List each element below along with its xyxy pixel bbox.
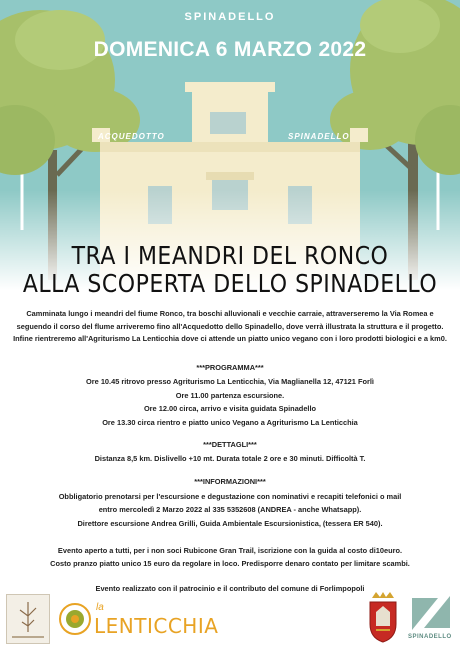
event-date-title: DOMENICA 6 MARZO 2022 bbox=[93, 38, 367, 61]
building-sign-left: ACQUEDOTTO bbox=[98, 132, 165, 141]
evento-line-2: Costo pranzo piatto unico 15 euro da regolare in loco. Predisporre denaro contato per limitare scambi. bbox=[50, 559, 410, 568]
lenticchia-emblem-icon bbox=[58, 602, 92, 636]
informazioni-title: ***INFORMAZIONI*** bbox=[194, 477, 266, 486]
programma-item: Ore 13.30 circa rientro e piatto unico Vegano a Agriturismo La Lenticchia bbox=[102, 418, 358, 427]
brand-spinadello: SPINADELLO bbox=[184, 11, 276, 23]
programma-item: Ore 12.00 circa, arrivo e visita guidata Spinadello bbox=[143, 404, 317, 413]
spinadello-logo-text: SPINADELLO bbox=[408, 634, 452, 640]
intro-paragraph bbox=[6, 308, 454, 346]
building-sign-right: SPINADELLO bbox=[288, 132, 350, 141]
informazioni-line: Direttore escursione Andrea Grilli, Guida Ambientale Escursionistica, (tessera ER 540). bbox=[77, 519, 383, 528]
intro-line-3: Infine rientreremo all'Agriturismo La Lenticchia dove ci attende un piatto unico vegano con i loro prodotti biologici e a km0. bbox=[13, 334, 447, 343]
informazioni-line: entro mercoledì 2 Marzo 2022 al 335 5352608 (ANDREA - anche Whatsapp). bbox=[98, 505, 362, 514]
spinadello-logo-icon bbox=[408, 594, 454, 632]
headline-line-2: ALLA SCOPERTA DELLO SPINADELLO bbox=[22, 270, 438, 299]
association-logo bbox=[6, 594, 50, 644]
programma-title: ***PROGRAMMA*** bbox=[196, 363, 264, 372]
dettagli-title: ***DETTAGLI*** bbox=[203, 440, 257, 449]
programma-item: Ore 11.00 partenza escursione. bbox=[175, 391, 285, 400]
headline-line-1: TRA I MEANDRI DEL RONCO bbox=[71, 242, 389, 271]
informazioni-line: Obbligatorio prenotarsi per l'escursione e degustazione con nominativi e recapiti telefonici o mail bbox=[58, 492, 402, 501]
programma-item: Ore 10.45 ritrovo presso Agriturismo La Lenticchia, Via Maglianella 12, 47121 Forlì bbox=[86, 377, 374, 386]
intro-line-1: Camminata lungo i meandri del fiume Ronco, tra boschi alluvionali e vecchie carraie, attraverseremo la Via Romea e bbox=[26, 309, 434, 318]
patrocinio-text: Evento realizzato con il patrocinio e il contributo del comune di Forlimpopoli bbox=[95, 584, 365, 593]
lenticchia-logo-text: LENTICCHIA bbox=[94, 614, 219, 638]
evento-line-1: Evento aperto a tutti, per i non soci Rubicone Gran Trail, iscrizione con la guida al costo di10euro. bbox=[57, 546, 403, 555]
intro-line-2: seguendo il corso del flume arriveremo fino all'Acquedotto dello Spinadello, dove verrà illustrata la struttura e il progetto. bbox=[16, 321, 444, 331]
forlimpopoli-coat-of-arms-icon bbox=[366, 592, 400, 644]
dettagli-text: Distanza 8,5 km. Dislivello +10 mt. Durata totale 2 ore e 30 minuti. Difficoltà T. bbox=[94, 454, 366, 463]
lenticchia-logo-small: la bbox=[96, 602, 104, 613]
